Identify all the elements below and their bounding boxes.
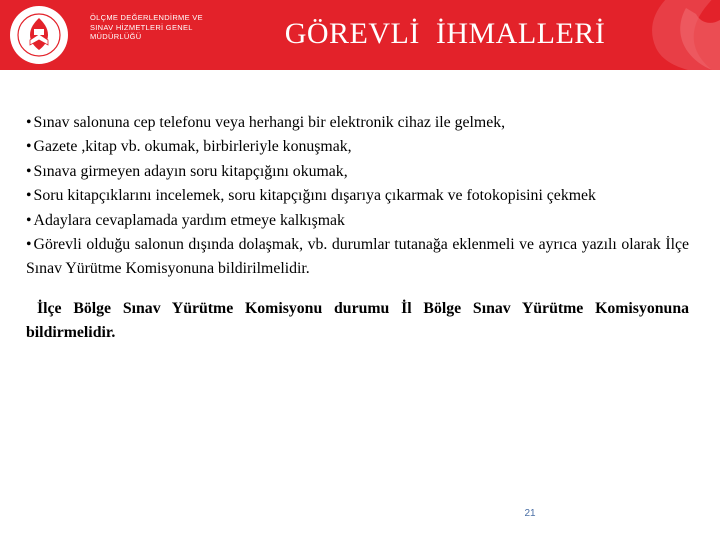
bullet: • xyxy=(26,187,32,205)
bullet: • xyxy=(26,138,32,156)
list-item xyxy=(26,233,689,282)
ministry-logo xyxy=(8,4,70,66)
list-item-text: Gazete ,kitap vb. okumak, birbirleriyle konuşmak, xyxy=(33,138,352,156)
list-item xyxy=(26,209,689,233)
org-line: ÖLÇME DEĞERLENDİRME VE xyxy=(90,13,203,22)
header-banner xyxy=(0,0,720,70)
flame-decoration-icon xyxy=(600,0,720,70)
note-paragraph: İlçe Bölge Sınav Yürütme Komisyonu durumu İl Bölge Sınav Yürütme Komisyonuna bildirmelidir. xyxy=(26,299,689,342)
list-item-text: Soru kitapçıklarını incelemek, soru kitapçığını dışarıya çıkarmak ve fotokopisini çekmek xyxy=(33,187,596,205)
organization-name xyxy=(90,13,240,42)
list-item xyxy=(26,111,689,135)
org-line: SINAV HİZMETLERİ GENEL xyxy=(90,22,193,32)
page-number: 21 xyxy=(524,508,536,519)
bullet: • xyxy=(26,236,32,254)
list-item-text: Görevli olduğu salonun dışında dolaşmak, vb. durumlar tutanağa eklenmeli ve ayrıca yazılı olarak İlçe Sınav Yürütme Komisyonuna bildirilmelidir. xyxy=(26,236,689,278)
list-item xyxy=(26,184,689,208)
bullet: • xyxy=(26,211,32,229)
content-body xyxy=(26,111,689,361)
list-item-text: Adaylara cevaplamada yardım etmeye kalkışmak xyxy=(33,211,345,229)
bullet: • xyxy=(26,162,32,180)
list-item-text: Sınav salonuna cep telefonu veya herhangi bir elektronik cihaz ile gelmek, xyxy=(33,114,506,131)
list-item xyxy=(26,135,689,159)
slide-title: GÖREVLİ İHMALLERİ xyxy=(284,17,606,50)
list-item xyxy=(26,160,689,184)
org-line: MÜDÜRLÜĞÜ xyxy=(90,32,142,41)
bullet: • xyxy=(26,114,32,131)
list-item-text: Sınava girmeyen adayın soru kitapçığını okumak, xyxy=(33,162,348,180)
